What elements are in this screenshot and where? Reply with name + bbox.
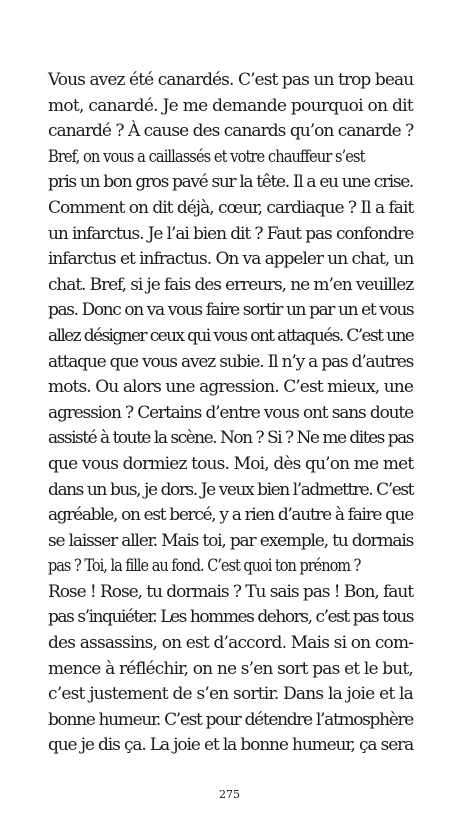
text-line-13: mots. Ou alors une agression. C’est mieux, une xyxy=(48,377,413,398)
page-number: 275 xyxy=(219,788,240,801)
text-line-18: agréable, on est bercé, y a rien d’autre à faire que xyxy=(48,505,413,526)
text-line-4: Bref, on vous a caillassés et votre chauffeur s’est xyxy=(48,146,365,167)
text-line-7: un infarctus. Je l’ai bien dit ? Faut pas confondre xyxy=(48,223,414,244)
text-line-12: attaque que vous avez subie. Il n’y a pas d’autres xyxy=(48,351,414,372)
text-line-16: que vous dormiez tous. Moi, dès qu’on me met xyxy=(48,453,414,474)
text-line-25: c’est justement de s’en sortir. Dans la joie et la xyxy=(48,684,413,705)
text-line-26: bonne humeur. C’est pour détendre l’atmosphère xyxy=(48,709,413,730)
text-line-21: Rose ! Rose, tu dormais ? Tu sais pas ! Bon, faut xyxy=(48,581,414,602)
body-text xyxy=(48,68,413,759)
text-line-14: agression ? Certains d’entre vous ont sans doute xyxy=(48,402,413,423)
text-line-17: dans un bus, je dors. Je veux bien l’admettre. C’est xyxy=(48,479,413,500)
text-line-22: pas s’inquiéter. Les hommes dehors, c’est pas tous xyxy=(48,607,413,628)
text-line-23: des assassins, on est d’accord. Mais si on com- xyxy=(48,633,414,654)
text-line-5: pris un bon gros pavé sur la tête. Il a eu une crise. xyxy=(48,172,413,193)
text-line-2: mot, canardé. Je me demande pourquoi on dit xyxy=(48,95,413,116)
text-line-10: pas. Donc on va vous faire sortir un par un et vous xyxy=(48,300,414,321)
text-line-3: canardé ? À cause des canards qu’on canarde ? xyxy=(48,121,414,142)
text-line-9: chat. Bref, si je fais des erreurs, ne m’en veuillez xyxy=(48,274,414,295)
text-line-24: mence à réfléchir, on ne s’en sort pas et le but, xyxy=(48,658,413,679)
text-line-27: que je dis ça. La joie et la bonne humeur, ça sera xyxy=(48,735,414,756)
text-line-15: assisté à toute la scène. Non ? Si ? Ne me dites pas xyxy=(48,428,413,449)
text-line-11: allez désigner ceux qui vous ont attaqués. C’est une xyxy=(48,325,414,346)
text-line-20: pas ? Toi, la fille au fond. C’est quoi ton prénom ? xyxy=(48,556,361,577)
text-line-8: infarctus et infractus. On va appeler un chat, un xyxy=(48,249,414,270)
text-line-1: Vous avez été canardés. C’est pas un trop beau xyxy=(48,70,414,90)
text-line-6: Comment on dit déjà, cœur, cardiaque ? Il a fait xyxy=(48,197,414,218)
text-line-19: se laisser aller. Mais toi, par exemple, tu dormais xyxy=(48,530,414,551)
